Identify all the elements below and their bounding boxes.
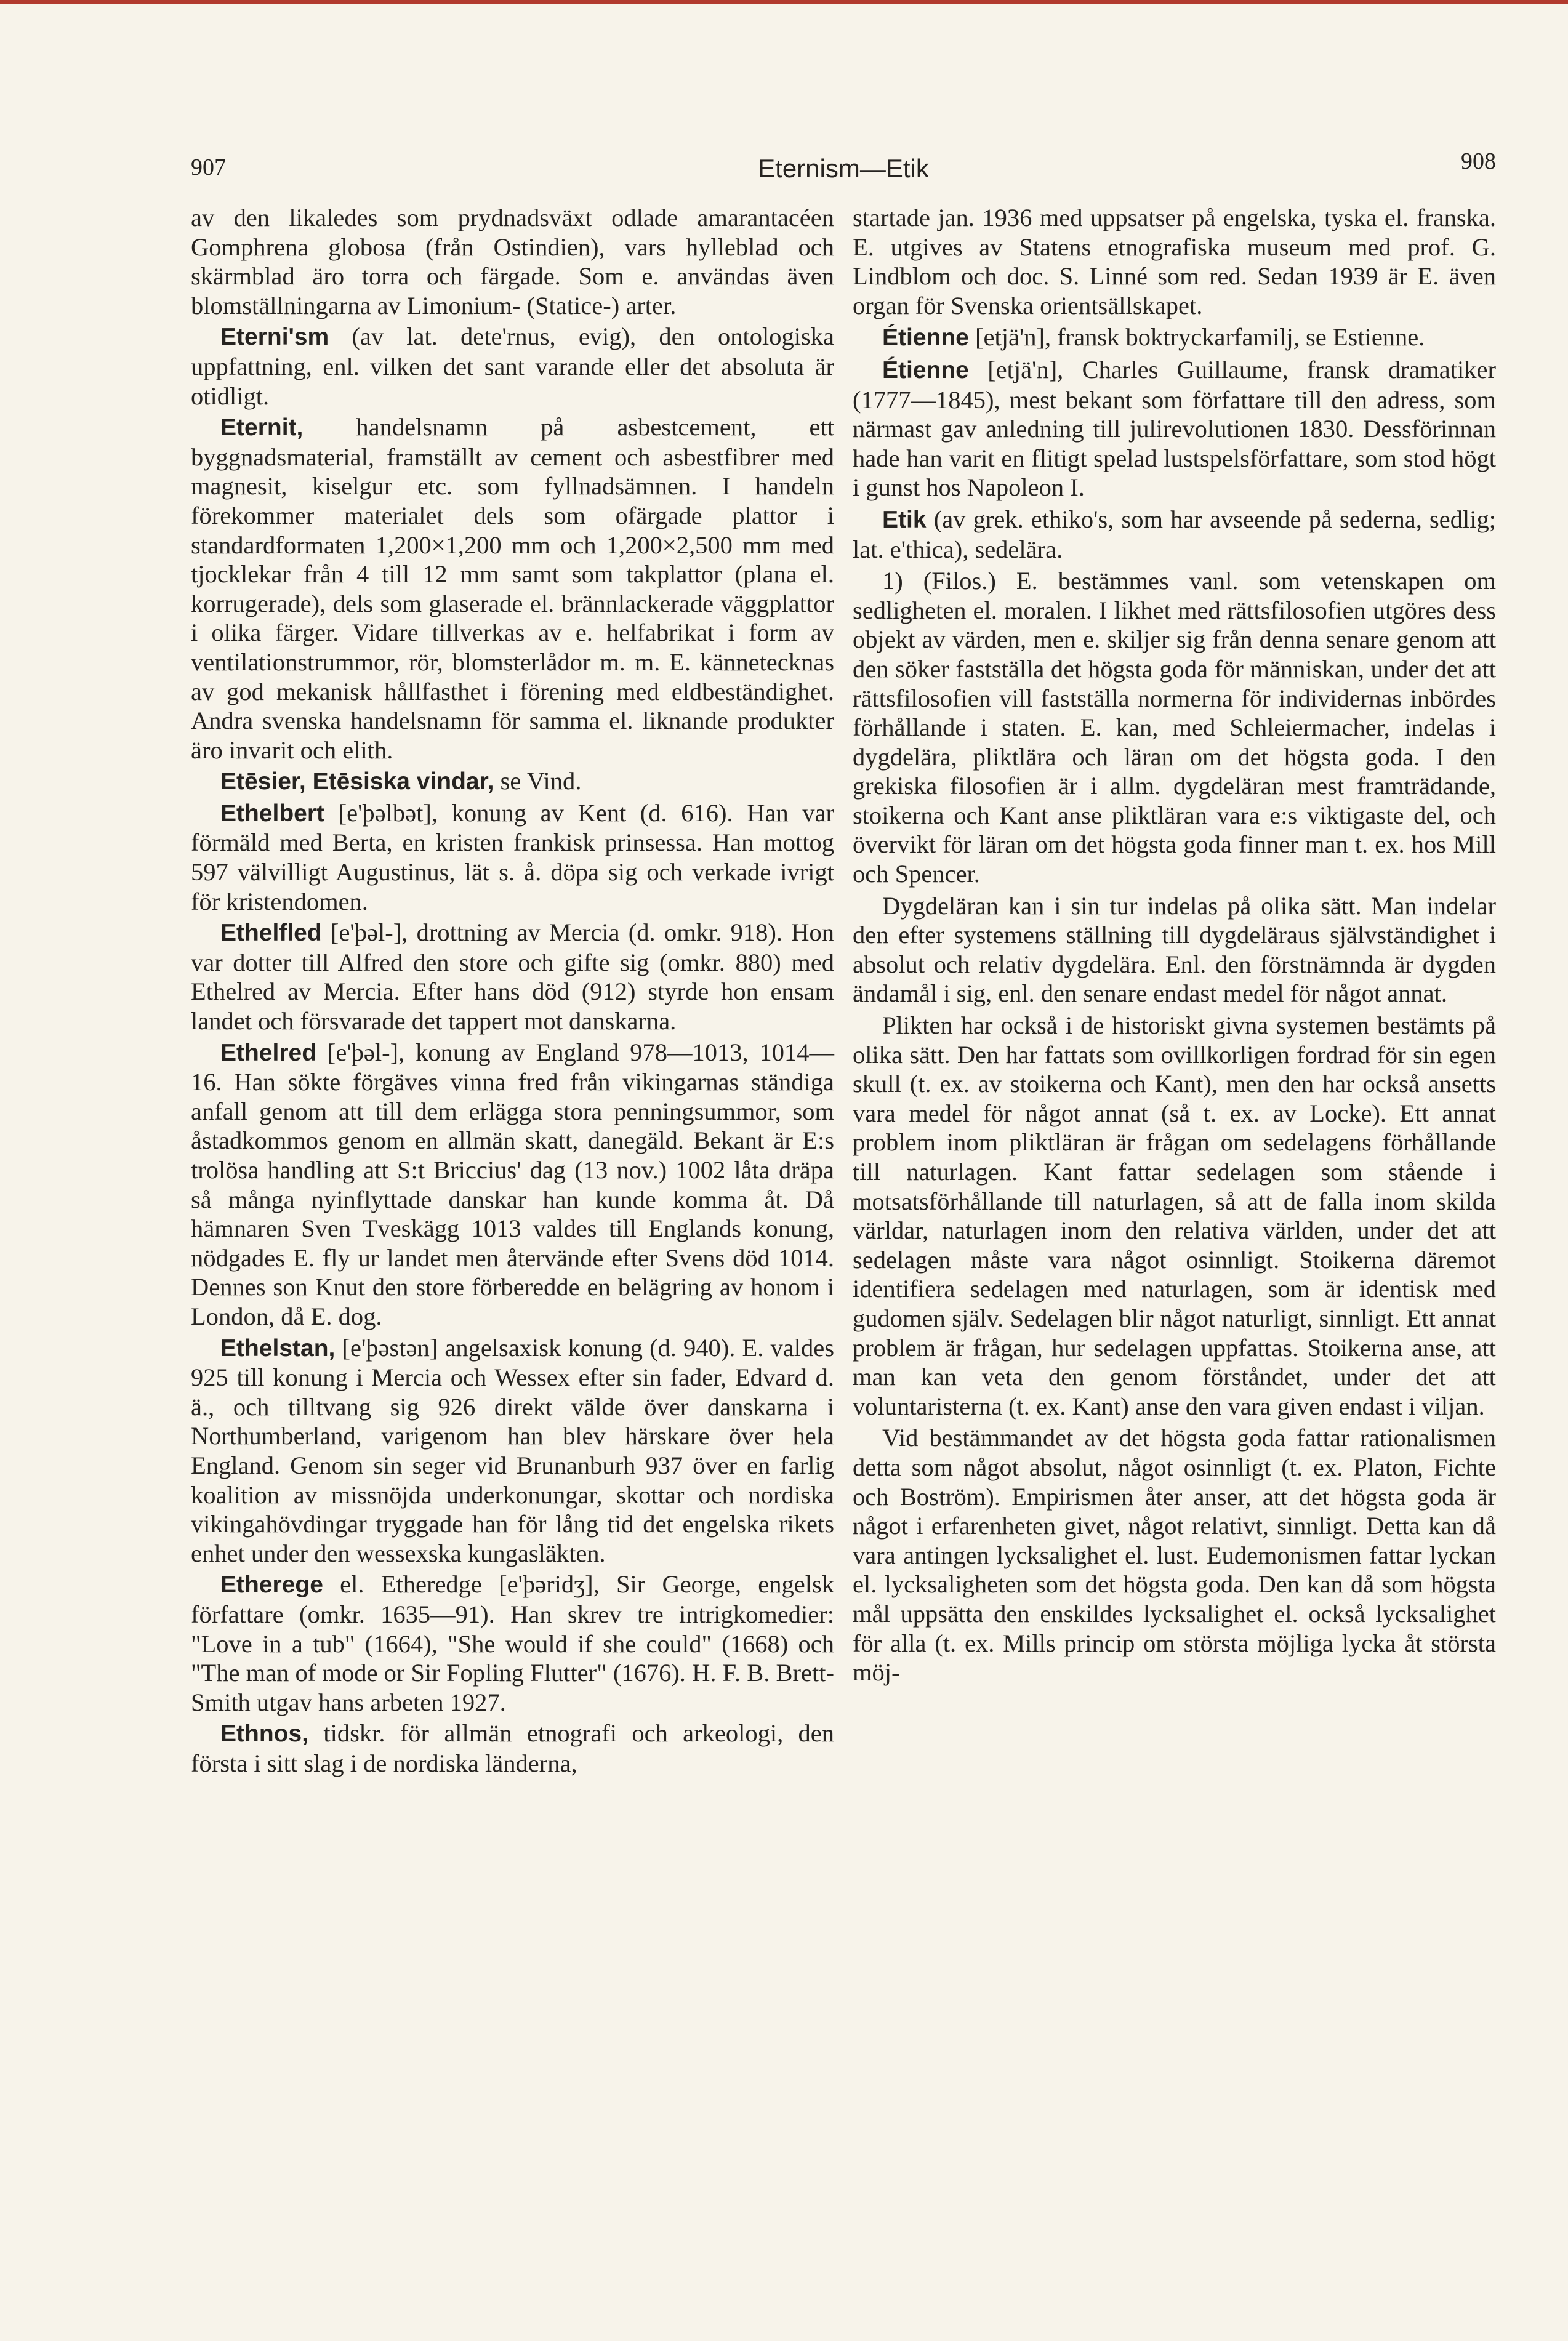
page-header [191,148,1496,191]
entry-text: Vid bestämmandet av det högsta goda fattar rationalismen detta som något absolut, något osinnligt (t. ex. Platon, Fichte och Boström). Empirismen åter anser, att det högsta goda är något i erfarenheten givet, något relativt, sinnligt. Detta kan då vara antingen lycksalighet el. lust. Eudemonismen fattar lyckan el. lycksaligheten som det högsta goda. Den kan då som högsta mål uppsätta den enskildes lycksalighet el. också lycksalighet för alla (t. ex. Mills princip om största möjliga lycka åt största möj- [853,1424,1496,1687]
right-column [853,203,1496,1690]
top-edge-rule [0,0,1568,4]
entry-text: (av grek. ethiko's, som har avseende på sederna, sedlig; lat. e'thica), sedelära. [853,505,1497,563]
entry-text: startade jan. 1936 med uppsatser på engelska, tyska el. franska. E. utgives av Statens etnografiska museum med prof. G. Lindblom och doc. S. Linné som red. Sedan 1939 är E. även organ för Svenska orientsällskapet. [853,204,1496,319]
entry-headword: Ethelbert [220,800,325,827]
entry-text: [etjä'n], Charles Guillaume, fransk dramatiker (1777—1845), mest bekant som författare till den adress, som närmast gav anledning till julirevolutionen 1830. Dessförinnan hade han varit en flitigt spelad lustspelsförfattare, som stod högt i gunst hos Napoleon I. [853,355,1496,502]
entry-etienne-charles [853,355,1496,502]
etik-paragraph-plikten [853,1011,1496,1421]
entry-headword: Ethelfled [220,920,322,947]
entry-headword: Étienne [882,324,969,351]
entry-headword: Etherege [220,1572,323,1599]
entry-text: [e'þəstən] angelsaxisk konung (d. 940). E. valdes 925 till konung i Mercia och Wessex efter sin fader, Edvard d. ä., och tilltvang sig 926 direkt välde över danskarna i Northumberland, varigenom han blev härskare över hela England. Genom sin seger vid Brunanburh 937 över en farlig koalition av missnöjda underkonungar, skottar och nordiska vikingahövdingar tryggade han för lång tid det engelska rikets enhet under den wessexska kungasläkten. [191,1333,835,1567]
entry-ethelbert [191,798,834,916]
entry-text: 1) (Filos.) E. bestämmes vanl. som vetenskapen om sedligheten el. moralen. I likhet med rättsfilosofien utgöres dess objekt av värden, men e. skiljer sig från denna senare genom att den söker fastställa det högsta goda för människan, under det att rättsfilosofien vill fastställa normerna för individernas inbördes förhållande i staten. E. kan, med Schleiermacher, indelas i dygdelära, pliktlära och läran om det högsta goda. I den grekiska filosofien är i allm. dygdeläran mest framträdande, stoikerna och Kant anse pliktläran vara e:s viktigaste del, och övervikt för läran om det högsta goda finner man t. ex. hos Mill och Spencer. [853,567,1496,888]
entry-text: [e'þəl-], konung av England 978—1013, 1014—16. Han sökte förgäves vinna fred från vikingarnas ständiga anfall genom att till dem erlägga stora penningsummor, som åstadkommos genom en allmän skatt, danegäld. Bekant är E:s trolösa handling att S:t Briccius' dag (13 nov.) 1002 låta dräpa så många nyinflyttade danskar han kunde komma åt. Då hämnaren Sven Tveskägg 1013 valdes till Englands konung, nödgades E. fly ur landet men återvände efter Svens död 1014. Dennes son Knut den store förberedde en belägring av honom i London, då E. dog. [191,1038,835,1330]
etik-paragraph-filos [853,566,1496,889]
entry-ethnos-continuation [853,203,1496,320]
entry-headword: Ethelred [220,1039,317,1066]
entry-etienne-family [853,323,1496,353]
etik-paragraph-hogsta-goda [853,1423,1496,1687]
entry-headword: Ethelstan, [220,1335,336,1362]
entry-headword: Etēsier, Etēsiska vindar, [220,768,494,795]
entry-text: [e'þəl-], drottning av Mercia (d. omkr. 918). Hon var dotter till Alfred den store och gifte sig (omkr. 880) med Ethelred av Mercia. Efter hans död (912) styrde hon ensam landet och försvarade det tappert mot danskarna. [191,918,834,1035]
entry-ethelfled [191,918,834,1035]
entry-headword: Ethnos, [220,1721,308,1748]
entry-text: (av lat. dete'rnus, evig), den ontologiska uppfattning, enl. vilken det sant varande eller det absoluta är otidligt. [191,323,834,410]
entry-headword: Eterni'sm [220,324,329,351]
entry-text: tidskr. för allmän etnografi och arkeologi, den första i sitt slag i de nordiska länderna, [191,1719,835,1777]
left-column [191,203,834,1780]
etik-paragraph-dygdelara [853,891,1496,1008]
entry-text: se Vind. [500,767,582,795]
entry-etesier [191,766,834,797]
entry-text: el. Etheredge [e'þəridʒ], Sir George, engelsk författare (omkr. 1635—91). Han skrev tre intrigkomedier: "Love in a tub" (1664), "She would if she could" (1668) och "The man of mode or Sir Fopling Flutter" (1676). H. F. B. Brett-Smith utgav hans arbeten 1927. [191,1570,834,1716]
entry-headword: Etik [882,506,927,533]
entry-ethelred [191,1038,834,1331]
entry-text: av den likaledes som prydnadsväxt odlade amarantacéen Gomphrena globosa (från Ostindien), vars hylleblad och skärmblad äro torra och färgade. Som e. användas även blomställningarna av Limonium- (Statice-) arter. [191,204,834,319]
running-title: Eternism—Etik [758,154,929,183]
entry-text: Dygdeläran kan i sin tur indelas på olika sätt. Man indelar den efter systemens ställning till dygdeläraus självständighet i absolut och relativ dygdelära. Enl. den förstnämnda är dygden ändamål i sig, enl. den senare endast medel för något annat. [853,891,1496,1008]
entry-text: [etjä'n], fransk boktryckarfamilj, se Estienne. [975,323,1425,351]
entry-text: Plikten har också i de historiskt givna systemen bestämts på olika sätt. Den har fattats som ovillkorligen fordrad för sin egen skull (t. ex. av stoikerna och Kant), men den har också ansetts vara medel för något annat (så t. ex. av Locke). Ett annat problem inom pliktläran är frågan om sedelagens förhållande till naturlagen. Kant fattar sedelagen som stående i motsatsförhållande till naturlagen, så att de falla inom skilda världar, naturlagen inom den relativa världen, under det att sedelagen måste vara något osinnligt. Stoikerna däremot identifiera sedelagen med naturlagen, som är identisk med gudomen själv. Sedelagen blir något naturligt, sinnligt. Ett annat problem är frågan, hur sedelagen uppfattas. Stoikerna anse, att man kan veta den genom förståndet, under det att voluntaristerna (t. ex. Kant) anse den vara given endast i viljan. [853,1011,1496,1420]
entry-headword: Étienne [882,356,969,383]
entry-eternism [191,322,834,411]
page-number-left: 907 [191,155,226,180]
entry-etherege [191,1570,834,1717]
entry-headword: Eternit, [220,414,304,441]
entry-etik [853,505,1496,564]
entry-ethnos [191,1719,834,1778]
entry-continuation [191,203,834,320]
page-number-right: 908 [1461,148,1496,174]
entry-ethelstan [191,1333,834,1568]
entry-text: handelsnamn på asbestcement, ett byggnadsmaterial, framställt av cement och asbestfibrer med magnesit, kiselgur etc. som fyllnadsämnen. I handeln förekommer materialet dels som ofärgade plattor i standardformaten 1,200×1,200 mm och 1,200×2,500 mm med tjocklekar från 4 till 12 mm samt som takplattor (plana el. korrugerade), dels som glaserade el. brännlackerade väggplattor i olika färger. Vidare tillverkas av e. helfabrikat i form av ventilationstrummor, rör, blomsterlådor m. m. E. kännetecknas av god mekanisk hållfasthet i förening med eldbeständighet. Andra svenska handelsnamn för samma el. liknande produkter äro invarit och elith. [191,413,835,764]
entry-eternit [191,412,834,765]
entry-text: [e'þəlbət], konung av Kent (d. 616). Han var förmäld med Berta, en kristen frankisk prinsessa. Han mottog 597 välvilligt Augustinus, lät s. å. döpa sig och verkade ivrigt för kristendomen. [191,798,834,915]
